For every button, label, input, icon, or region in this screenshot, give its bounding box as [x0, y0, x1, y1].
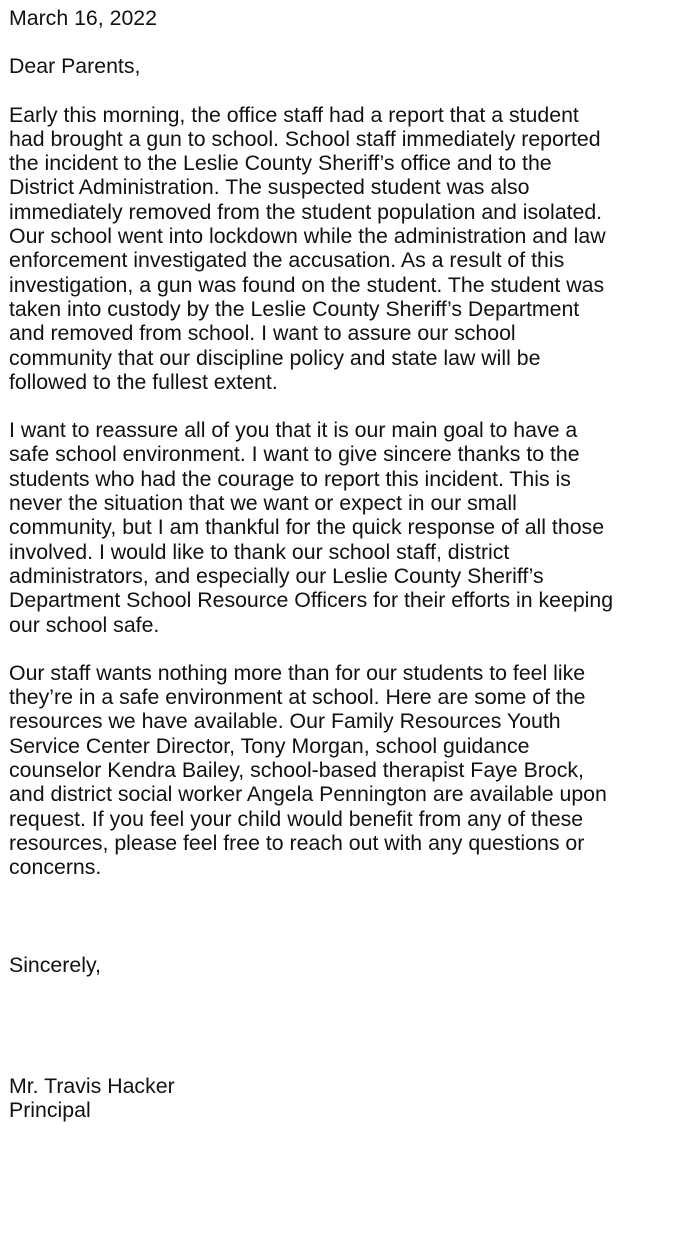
- letter-greeting: Dear Parents,: [9, 54, 141, 79]
- letter-paragraph-1: [9, 103, 693, 395]
- paragraph-line: had brought a gun to school. School staff immediately reported: [9, 126, 601, 151]
- paragraph-line: request. If you feel your child would benefit from any of these: [9, 806, 584, 831]
- letter-date: March 16, 2022: [9, 6, 157, 30]
- paragraph-line: enforcement investigated the accusation. As a result of this: [9, 248, 565, 273]
- paragraph-line: Early this morning, the office staff had a report that a student: [9, 102, 579, 127]
- paragraph-line: and district social worker Angela Pennington are available upon: [9, 782, 607, 807]
- paragraph-line: never the situation that we want or expect in our small: [9, 491, 517, 516]
- paragraph-line: resources, please feel free to reach out with any questions or: [9, 830, 585, 855]
- letter-closing: Sincerely,: [9, 952, 101, 977]
- paragraph-line: involved. I would like to thank our school staff, district: [9, 539, 510, 564]
- paragraph-line: counselor Kendra Bailey, school-based therapist Faye Brock,: [9, 758, 584, 783]
- paragraph-line: District Administration. The suspected student was also: [9, 175, 530, 200]
- paragraph-line: administrators, and especially our Leslie County Sheriff’s: [9, 563, 544, 588]
- paragraph-line: followed to the fullest extent.: [9, 369, 278, 394]
- paragraph-line: and removed from school. I want to assure our school: [9, 321, 516, 346]
- paragraph-line: the incident to the Leslie County Sheriff’s office and to the: [9, 151, 552, 176]
- paragraph-line: I want to reassure all of you that it is our main goal to have a: [9, 418, 578, 443]
- paragraph-line: they’re in a safe environment at school. Here are some of the: [9, 685, 586, 710]
- paragraph-line: Our school went into lockdown while the administration and law: [9, 224, 606, 249]
- paragraph-line: investigation, a gun was found on the student. The student was: [9, 272, 605, 297]
- paragraph-line: Service Center Director, Tony Morgan, school guidance: [9, 733, 530, 758]
- letter-paragraph-3: [9, 661, 693, 880]
- paragraph-line: community that our discipline policy and state law will be: [9, 345, 541, 370]
- letter-paragraph-2: [9, 418, 693, 637]
- signature-name: Mr. Travis Hacker: [9, 1073, 175, 1098]
- paragraph-line: safe school environment. I want to give sincere thanks to the: [9, 442, 580, 467]
- paragraph-line: community, but I am thankful for the quick response of all those: [9, 515, 605, 540]
- signature-title: Principal: [9, 1098, 91, 1123]
- paragraph-line: students who had the courage to report this incident. This is: [9, 466, 571, 491]
- paragraph-line: Department School Resource Officers for their efforts in keeping: [9, 588, 614, 613]
- paragraph-line: immediately removed from the student population and isolated.: [9, 199, 603, 224]
- letter: [9, 6, 693, 1122]
- paragraph-line: taken into custody by the Leslie County Sheriff’s Department: [9, 296, 580, 321]
- paragraph-line: Our staff wants nothing more than for our students to feel like: [9, 660, 586, 685]
- paragraph-line: our school safe.: [9, 612, 160, 637]
- paragraph-line: resources we have available. Our Family Resources Youth: [9, 709, 561, 734]
- paragraph-line: concerns.: [9, 855, 102, 880]
